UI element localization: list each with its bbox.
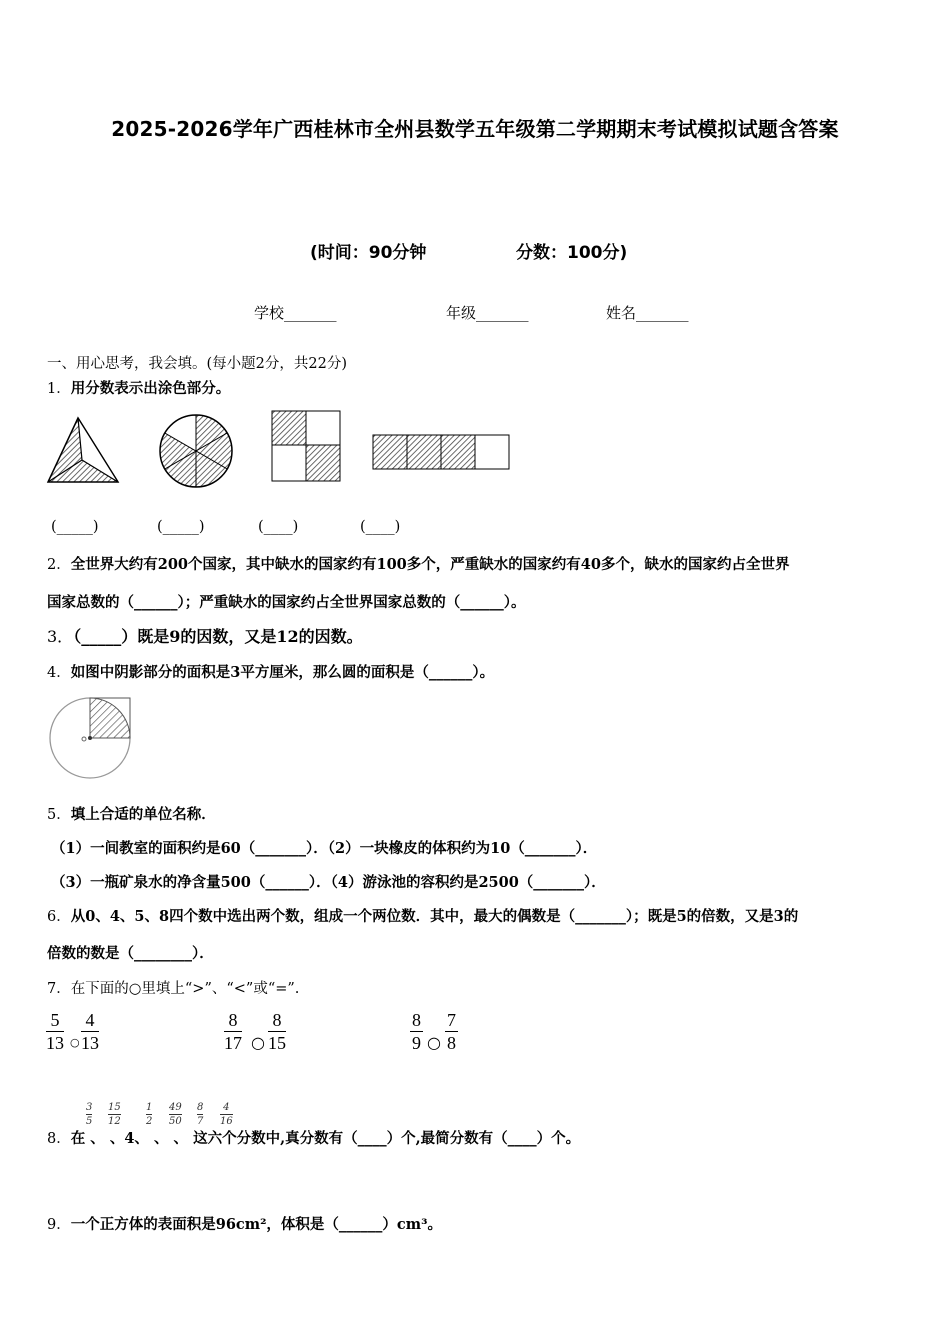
question-number: 6． — [47, 909, 71, 925]
question-2-line2: 国家总数的（______）；严重缺水的国家约占全世界国家总数的（______）。 — [47, 594, 526, 611]
numerator: 3 — [86, 1102, 93, 1113]
compare-circle-3[interactable]: ○ — [427, 1033, 441, 1052]
question-3 — [47, 624, 363, 647]
small-fraction-5 — [197, 1101, 203, 1128]
denominator: 7 — [197, 1116, 204, 1127]
denominator: 16 — [220, 1116, 233, 1127]
fraction-5-13 — [46, 1009, 64, 1054]
question-number: 7． — [47, 981, 71, 997]
question-number: 2． — [47, 557, 71, 573]
fraction-4-13 — [81, 1009, 99, 1054]
fraction-8-17 — [224, 1009, 242, 1054]
question-8 — [47, 1127, 580, 1148]
question-text: 全世界大约有200个国家，其中缺水的国家约有100多个，严重缺水的国家约有40多个，缺水的国家约占全世界 — [70, 556, 790, 573]
question-number: 8． — [47, 1131, 71, 1147]
small-fraction-1 — [86, 1101, 92, 1128]
compare-circle-2[interactable]: ○ — [251, 1033, 265, 1052]
page-title: 2025-2026学年广西桂林市全州县数学五年级第二学期期末考试模拟试题含答案 — [111, 117, 839, 141]
question-text: （_____）既是9的因数，又是12的因数。 — [73, 627, 363, 646]
question-5 — [47, 803, 216, 824]
denominator: 50 — [169, 1116, 182, 1127]
small-fraction-4 — [169, 1101, 182, 1128]
numerator: 4 — [220, 1101, 233, 1115]
question-text: 在下面的○里填上“>”、“<”或“=”. — [70, 981, 300, 997]
bar-figure — [373, 435, 509, 469]
numerator: 8 — [268, 1009, 286, 1032]
numerator: 8 — [197, 1102, 204, 1113]
shaded-figures — [40, 402, 520, 492]
numerator: 15 — [108, 1102, 121, 1113]
question-text: 如图中阴影部分的面积是3平方厘米，那么圆的面积是（______）。 — [70, 664, 495, 681]
question-9 — [47, 1213, 442, 1234]
small-fraction-6 — [220, 1101, 233, 1128]
denominator: 13 — [46, 1033, 64, 1053]
numerator: 8 — [412, 1010, 421, 1030]
circle-shaded-figure — [46, 692, 142, 782]
denominator: 15 — [268, 1033, 286, 1053]
denominator: 9 — [412, 1033, 421, 1053]
question-number: 3． — [47, 627, 74, 646]
question-number: 4． — [47, 665, 71, 681]
denominator: 12 — [108, 1116, 121, 1127]
question-1 — [47, 377, 230, 398]
fraction-8-15 — [268, 1009, 286, 1054]
question-text: 从0、4、5、8四个数中选出两个数，组成一个两位数．其中，最大的偶数是（_______）；既是5的倍数，又是3的 — [70, 908, 799, 925]
answer-blank-2[interactable]: (_____) — [157, 519, 205, 535]
name-field: 姓名_______ — [606, 304, 689, 322]
answer-blank-1[interactable]: (_____) — [51, 519, 99, 535]
question-number: 5． — [47, 807, 71, 823]
numerator: 5 — [46, 1009, 64, 1032]
square-figure — [272, 411, 340, 481]
grade-field: 年级_______ — [446, 304, 529, 322]
numerator: 1 — [146, 1102, 153, 1113]
question-2-line1 — [47, 553, 789, 574]
numerator: 4 — [81, 1009, 99, 1032]
question-text: 在 、 、4、 、 、 这六个分数中,真分数有（____）个,最简分数有（____）个。 — [70, 1130, 581, 1147]
question-number: 9． — [47, 1217, 71, 1233]
question-text: 用分数表示出涂色部分。 — [70, 380, 231, 397]
answer-blank-4[interactable]: (____) — [360, 519, 401, 535]
numerator: 7 — [447, 1010, 456, 1030]
question-text: 填上合适的单位名称． — [70, 806, 216, 823]
time-label: (时间：90分钟 — [310, 243, 427, 263]
question-7 — [47, 977, 299, 998]
question-text: 一个正方体的表面积是96cm²，体积是（______）cm³。 — [70, 1216, 442, 1233]
denominator: 5 — [86, 1116, 93, 1127]
small-fraction-2 — [108, 1101, 121, 1128]
denominator: 17 — [224, 1033, 242, 1053]
question-5-line1: （1）一间教室的面积约是60（_______）．（2）一块橡皮的体积约为10（_______）． — [51, 840, 598, 857]
answer-blank-3[interactable]: (____) — [258, 519, 299, 535]
question-5-line2: （3）一瓶矿泉水的净含量500（______）．（4）游泳池的容积约是2500（_______）． — [51, 874, 606, 891]
school-field: 学校_______ — [254, 304, 337, 322]
score-label: 分数：100分) — [516, 243, 628, 263]
small-fraction-3 — [146, 1101, 152, 1128]
question-number: 1． — [47, 381, 71, 397]
triangle-figure — [48, 418, 118, 482]
denominator: 13 — [81, 1033, 99, 1053]
fraction-8-9 — [410, 1009, 423, 1054]
circle-figure — [160, 415, 232, 487]
section-heading: 一、用心思考，我会填。(每小题2分，共22分) — [47, 356, 347, 372]
denominator: 2 — [146, 1116, 153, 1127]
denominator: 8 — [447, 1033, 456, 1053]
fraction-7-8 — [445, 1009, 458, 1054]
question-4 — [47, 661, 494, 682]
numerator: 8 — [224, 1009, 242, 1032]
numerator: 49 — [169, 1102, 182, 1113]
question-6-line1 — [47, 905, 798, 926]
question-6-line2: 倍数的数是（________）． — [47, 945, 214, 962]
compare-circle-1[interactable]: ○ — [70, 1036, 80, 1049]
